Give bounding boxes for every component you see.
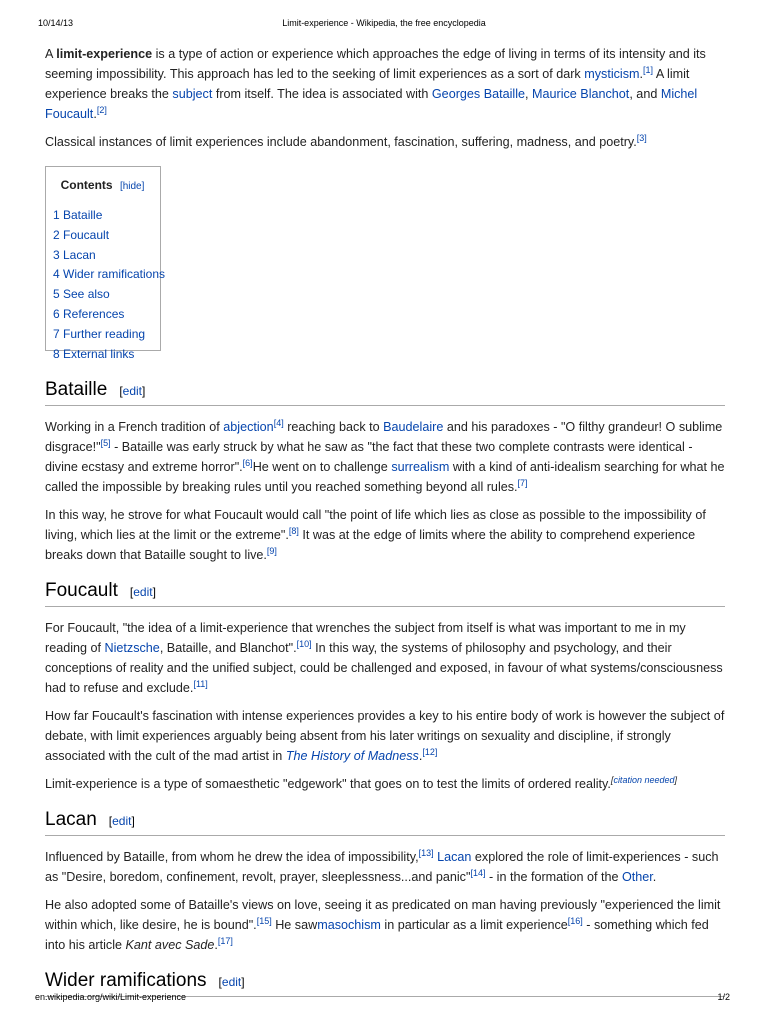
foucault-paragraph-3: Limit-experience is a type of somaesthetic "edgework" that goes on to test the limits of ordered reality.[citation needed]: [45, 774, 678, 791]
toc-item-bataille[interactable]: 1 Bataille: [53, 208, 103, 222]
link-lacan[interactable]: Lacan: [437, 849, 472, 864]
link-surrealism[interactable]: surrealism: [391, 459, 450, 474]
link-maurice-blanchot[interactable]: Maurice Blanchot: [532, 87, 630, 101]
ref-11[interactable]: [11]: [193, 678, 208, 689]
edit-section-bataille: [edit]: [119, 383, 146, 398]
ref-3[interactable]: [3]: [636, 133, 647, 143]
lacan-paragraph-1: Influenced by Bataille, from whom he drew the idea of impossibility,[13] Lacan explored the role of limit-experiences - such as "Desire, boredom, confinement, revolt, prayer, sleeplessness...and panic"[14] - in the formation of the Other.: [45, 847, 719, 884]
citation-needed: [citation needed]: [610, 774, 678, 785]
ref-10[interactable]: [10]: [296, 638, 312, 649]
ref-12[interactable]: [12]: [422, 746, 438, 757]
ref-13[interactable]: [13]: [418, 847, 434, 858]
link-other[interactable]: Other: [621, 869, 653, 884]
article-content: [45, 44, 725, 1008]
toc-header: [53, 175, 152, 197]
link-mysticism[interactable]: mysticism: [584, 67, 640, 81]
citation-needed-link[interactable]: citation needed: [613, 774, 675, 785]
ref-5[interactable]: [5]: [100, 437, 111, 448]
section-heading-bataille: Bataille [edit]: [45, 378, 725, 406]
print-page-title: Limit-experience - Wikipedia, the free encyclopedia: [282, 18, 486, 28]
toc-item-foucault[interactable]: 2 Foucault: [53, 227, 110, 242]
toc-hide-toggle[interactable]: [hide]: [119, 181, 145, 192]
edit-section-lacan: [edit]: [108, 813, 135, 828]
intro-paragraph-2: Classical instances of limit experiences include abandonment, fascination, suffering, madness, and poetry.[3]: [45, 133, 647, 149]
link-subject[interactable]: subject: [172, 87, 213, 101]
ref-14[interactable]: [14]: [470, 867, 486, 878]
link-masochism[interactable]: masochism: [317, 917, 381, 932]
ref-9[interactable]: [9]: [266, 545, 277, 556]
ref-6[interactable]: [6]: [242, 457, 253, 468]
ref-2[interactable]: [2]: [96, 105, 107, 115]
toc-item-references[interactable]: 6 References: [53, 306, 125, 321]
link-abjection[interactable]: abjection: [223, 419, 274, 434]
print-header: [38, 18, 730, 32]
toc-item-further-reading[interactable]: 7 Further reading: [53, 326, 146, 341]
ref-7[interactable]: [7]: [517, 477, 528, 488]
toc-item-see-also[interactable]: 5 See also: [53, 287, 110, 302]
toc-title: Contents: [60, 178, 113, 192]
bataille-paragraph-1: Working in a French tradition of abjection[4] reaching back to Baudelaire and his paradoxes - "O filthy grandeur! O sublime disgrace!"[5] - Bataille was early struck by what he saw as "the fact that these two complete contrasts were identical - divine ecstasy and extreme horror".[6]He went on to challenge surrealism with a kind of anti-idealism searching for what he called the impossible by breaking rules until you reached something beyond all rules.[7]: [45, 417, 725, 494]
print-date: 10/14/13: [38, 18, 74, 28]
print-page-number: 1/2: [717, 992, 730, 1002]
ref-17[interactable]: [17]: [217, 935, 233, 946]
link-georges-bataille[interactable]: Georges Bataille: [431, 87, 525, 101]
print-footer: [35, 992, 730, 1006]
edit-section-foucault: [edit]: [129, 584, 156, 599]
link-history-of-madness[interactable]: The History of Madness: [285, 748, 419, 763]
edit-section-wider-ramifications: [edit]: [218, 974, 245, 989]
edit-link[interactable]: edit: [112, 813, 132, 828]
toc-item-lacan[interactable]: 3 Lacan: [53, 247, 96, 262]
edit-link[interactable]: edit: [221, 974, 242, 989]
print-url: en.wikipedia.org/wiki/Limit-experience: [35, 992, 187, 1002]
link-baudelaire[interactable]: Baudelaire: [383, 419, 444, 434]
ref-1[interactable]: [1]: [643, 65, 654, 75]
lacan-paragraph-2: He also adopted some of Bataille's views on love, seeing it as predicated on man having previously "experienced the limit within which, like desire, he is bound".[15] He sawmasochism in particular as a limit experience[16] - something which fed into his article Kant avec Sade.[17]: [45, 897, 721, 952]
section-heading-wider-ramifications: Wider ramifications [edit]: [45, 969, 725, 997]
ref-15[interactable]: [15]: [256, 915, 272, 926]
foucault-paragraph-2: How far Foucault's fascination with intense experiences provides a key to his entire body of work is however the subject of debate, with limit experiences arguably being absent from his later writings on sexuality and discipline, if strongly associated with the cult of the mad artist in The History of Madness.[12]: [45, 708, 725, 763]
ref-4[interactable]: [4]: [273, 417, 284, 428]
link-michel-foucault[interactable]: Michel Foucault: [45, 87, 698, 121]
foucault-paragraph-1: For Foucault, "the idea of a limit-experience that wrenches the subject from itself is what was important to me in my reading of Nietzsche, Bataille, and Blanchot".[10] In this way, the systems of philosophy and psychology, and their conceptions of reality and the unified subject, could be challenged and exposed, in favour of what systems/consciousness had to refuse and exclude.[11]: [45, 620, 723, 695]
link-nietzsche[interactable]: Nietzsche: [104, 640, 160, 655]
ref-16[interactable]: [16]: [567, 915, 583, 926]
article-term: limit-experience: [56, 47, 153, 61]
ref-8[interactable]: [8]: [288, 525, 299, 536]
toc-item-external-links[interactable]: 8 External links: [53, 346, 135, 361]
edit-link[interactable]: edit: [133, 584, 153, 599]
section-heading-lacan: Lacan [edit]: [45, 808, 725, 836]
bataille-paragraph-2: In this way, he strove for what Foucault would call "the point of life which lies as close as possible to the impossibility of living, which lies at the limit or the extreme".[8] It was at the edge of limits where the ability to comprehend experience breaks down that Bataille sought to live.[9]: [45, 507, 706, 562]
edit-link[interactable]: edit: [122, 383, 143, 398]
table-of-contents: [45, 166, 166, 361]
toc-item-wider-ramifications[interactable]: 4 Wider ramifications: [53, 267, 166, 282]
intro-paragraph-1: A limit-experience is a type of action or experience which approaches the edge of living in terms of its intensity and its seeming impossibility. This approach has led to the seeking of limit experiences as a sort of dark mysticism.[1] A limit experience breaks the subject from itself. The idea is associated with Georges Bataille, Maurice Blanchot, and Michel Foucault.[2]: [45, 47, 706, 121]
section-heading-foucault: Foucault [edit]: [45, 579, 725, 607]
